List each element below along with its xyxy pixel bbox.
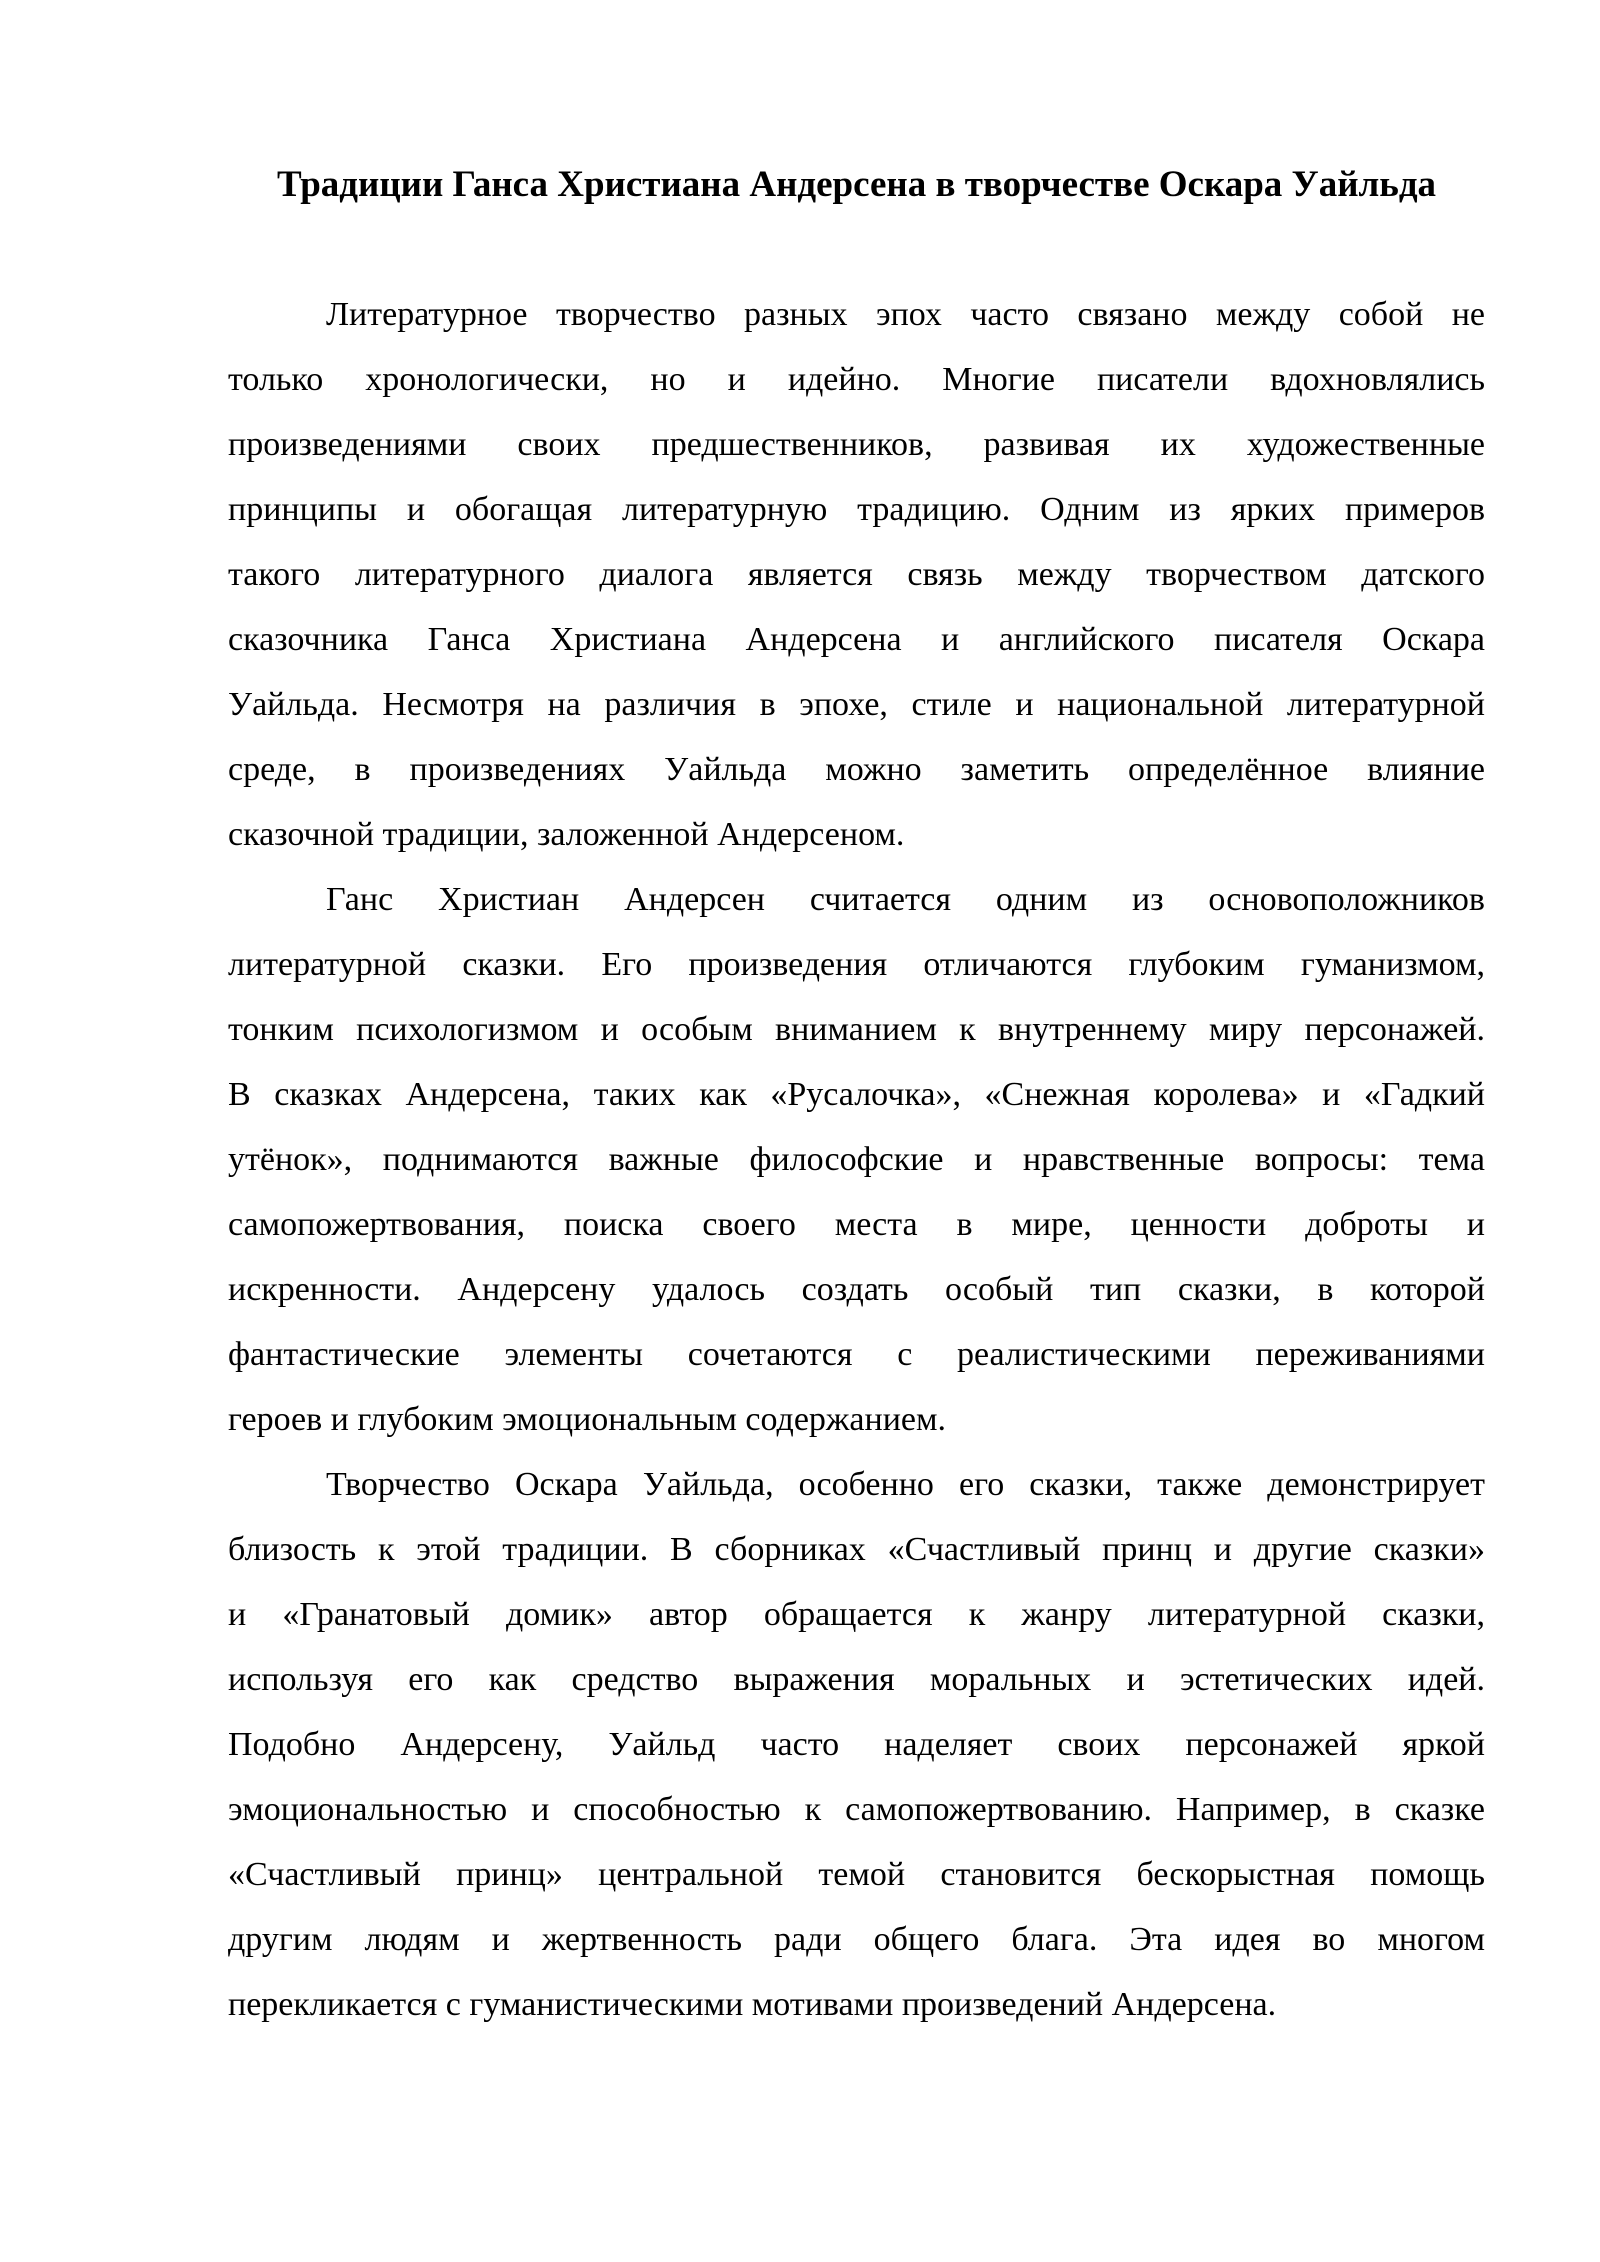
paragraph <box>228 1452 1485 2037</box>
text-line: такого литературного диалога является связь между творчеством датского <box>228 556 1485 593</box>
text-line: Уайльда. Несмотря на различия в эпохе, стиле и национальной литературной <box>228 686 1485 723</box>
text-line: искренности. Андерсену удалось создать особый тип сказки, в которой <box>228 1271 1485 1308</box>
text-line: другим людям и жертвенность ради общего блага. Эта идея во многом <box>228 1921 1485 1958</box>
text-line: только хронологически, но и идейно. Многие писатели вдохновлялись <box>228 361 1485 398</box>
text-line: произведениями своих предшественников, развивая их художественные <box>228 426 1485 463</box>
text-line: В сказках Андерсена, таких как «Русалочка», «Снежная королева» и «Гадкий <box>228 1076 1485 1113</box>
text-line: утёнок», поднимаются важные философские и нравственные вопросы: тема <box>228 1141 1485 1178</box>
text-line: принципы и обогащая литературную традицию. Одним из ярких примеров <box>228 491 1485 528</box>
text-line: Подобно Андерсену, Уайльд часто наделяет своих персонажей яркой <box>228 1726 1485 1763</box>
text-line: эмоциональностью и способностью к самопожертвованию. Например, в сказке <box>228 1791 1485 1828</box>
text-line: сказочника Ганса Христиана Андерсена и английского писателя Оскара <box>228 621 1485 658</box>
text-line: используя его как средство выражения моральных и эстетических идей. <box>228 1661 1485 1698</box>
text-line: Литературное творчество разных эпох часто связано между собой не <box>326 296 1485 333</box>
text-line: фантастические элементы сочетаются с реалистическими переживаниями <box>228 1336 1485 1373</box>
text-line: и «Гранатовый домик» автор обращается к жанру литературной сказки, <box>228 1596 1485 1633</box>
text-line: сказочной традиции, заложенной Андерсеном. <box>228 816 905 853</box>
paragraph <box>228 282 1485 867</box>
document-title: Традиции Ганса Христиана Андерсена в творчестве Оскара Уайльда <box>276 164 1437 205</box>
text-line: Ганс Христиан Андерсен считается одним из основоположников <box>326 881 1485 918</box>
text-line: перекликается с гуманистическими мотивами произведений Андерсена. <box>228 1986 1277 2023</box>
text-line: литературной сказки. Его произведения отличаются глубоким гуманизмом, <box>228 946 1485 983</box>
document-content <box>228 152 1485 2037</box>
text-line: Творчество Оскара Уайльда, особенно его сказки, также демонстрирует <box>326 1466 1485 1503</box>
text-line: близость к этой традиции. В сборниках «Счастливый принц и другие сказки» <box>228 1531 1485 1568</box>
text-line: тонким психологизмом и особым вниманием к внутреннему миру персонажей. <box>228 1011 1485 1048</box>
paragraph <box>228 867 1485 1452</box>
text-line: «Счастливый принц» центральной темой становится бескорыстная помощь <box>228 1856 1485 1893</box>
text-line: самопожертвования, поиска своего места в мире, ценности доброты и <box>228 1206 1485 1243</box>
text-line: среде, в произведениях Уайльда можно заметить определённое влияние <box>228 751 1485 788</box>
document-body <box>228 282 1485 2037</box>
text-line: героев и глубоким эмоциональным содержанием. <box>228 1401 947 1438</box>
